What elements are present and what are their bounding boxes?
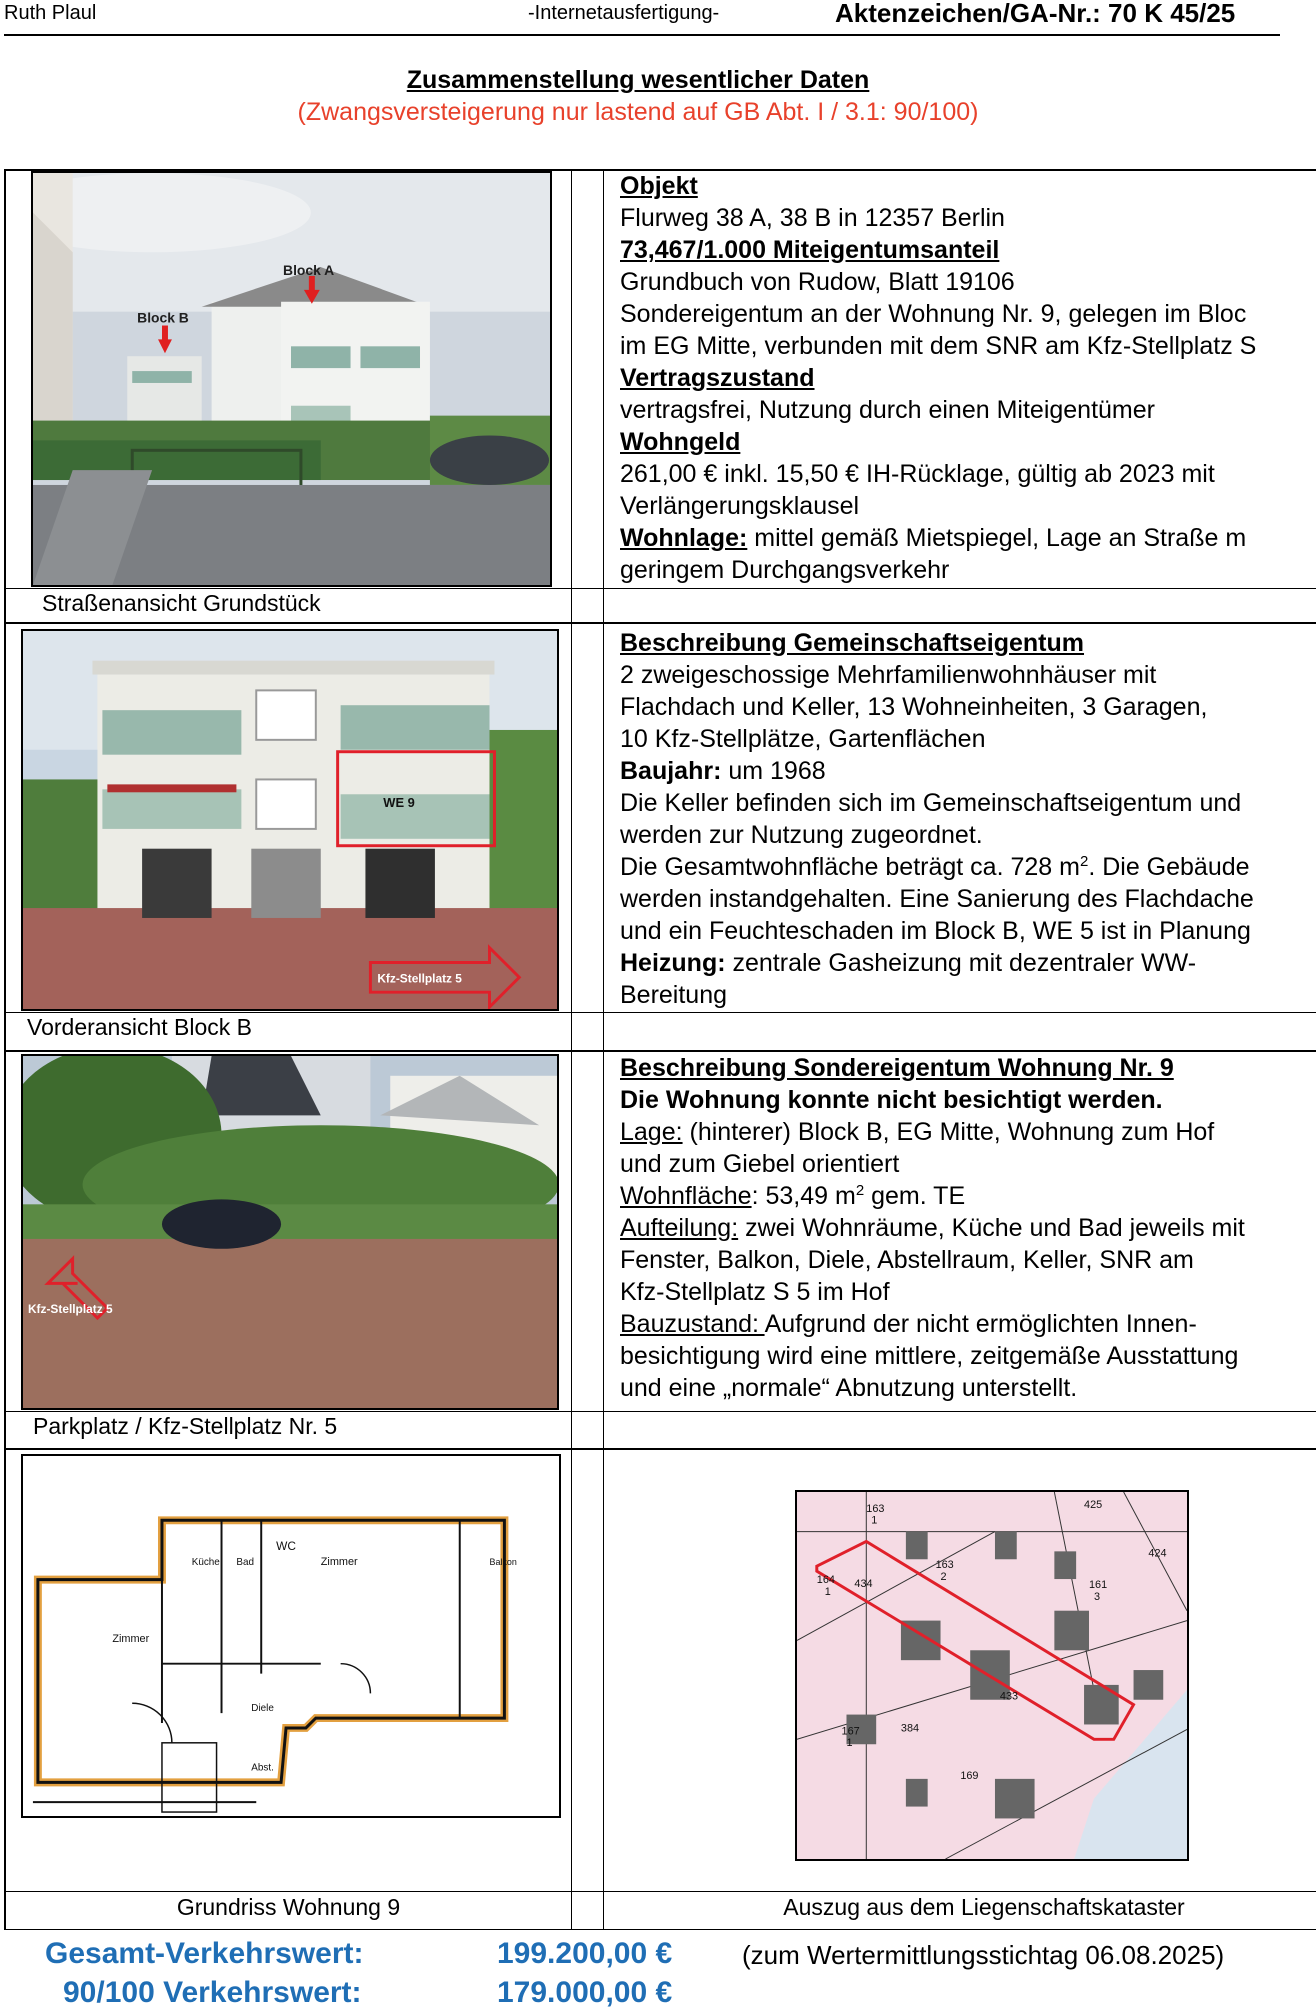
floor-plan-caption: Grundriss Wohnung 9 <box>176 1894 401 1920</box>
total-value-label: Gesamt-Verkehrswert: <box>45 1937 364 1970</box>
plan-kueche-label: Küche <box>191 1556 220 1568</box>
bauzustand-value: Aufgrund der nicht ermöglichten Innen- <box>764 1310 1197 1338</box>
total-value: 199.200,00 € <box>497 1937 673 1970</box>
sondereigentum-block <box>620 1052 1316 1404</box>
author-name: Ruth Plaul <box>4 2 97 24</box>
map-flur-164: 164 <box>816 1574 835 1587</box>
heizung-value: zentrale Gasheizung mit dezentraler WW- <box>725 949 1197 977</box>
sondereigentum-line-1: Sondereigentum an der Wohnung Nr. 9, gelegen im Bloc <box>620 300 1247 328</box>
block-a-label: Block A <box>283 262 335 279</box>
svg-text:3: 3 <box>1093 1590 1101 1603</box>
parking-photo <box>21 1054 559 1410</box>
wohnlage-text: mittel gemäß Mietspiegel, Lage an Straße m <box>747 524 1247 552</box>
plan-wc-label: WC <box>276 1538 296 1553</box>
sonder-line-10: besichtigung wird eine mittlere, zeitgemäße Ausstattung <box>620 1342 1239 1370</box>
street-view-caption: Straßenansicht Grundstück <box>42 590 321 616</box>
heizung-label: Heizung: <box>620 949 726 977</box>
lage-label: Lage: <box>620 1118 683 1146</box>
baujahr-value: um 1968 <box>721 757 826 785</box>
front-view-photo <box>21 629 559 1011</box>
parking-caption: Parkplatz / Kfz-Stellplatz Nr. 5 <box>33 1413 338 1439</box>
gemeinschaft-block <box>620 627 1316 1011</box>
plan-abst-label: Abst. <box>251 1762 274 1774</box>
baujahr-label: Baujahr: <box>620 757 722 785</box>
svg-text:1: 1 <box>871 1514 878 1527</box>
block-b-label: Block B <box>137 309 189 326</box>
share-heading: 73,467/1.000 Miteigentumsanteil <box>620 236 1000 264</box>
wohnlage-label: Wohnlage: <box>620 524 748 552</box>
map-parcel-433: 433 <box>999 1690 1019 1703</box>
map-flur-163-2: 163 <box>935 1559 954 1572</box>
sonder-line-7: Fenster, Balkon, Diele, Abstellraum, Keller, SNR am <box>620 1246 1194 1274</box>
aufteilung-value: zwei Wohnräume, Küche und Bad jeweils mit <box>738 1214 1245 1242</box>
plan-bad-label: Bad <box>236 1556 255 1568</box>
wohnlage-line-1 <box>620 522 1316 554</box>
gemeinschaft-line-3: 10 Kfz-Stellplätze, Gartenflächen <box>620 725 986 753</box>
bauzustand-line <box>620 1308 1316 1340</box>
stellplatz-label: Kfz-Stellplatz 5 <box>377 971 462 986</box>
stellplatz-5-label: Kfz-Stellplatz 5 <box>27 1302 113 1317</box>
bauzustand-label: Bauzustand: <box>620 1310 765 1338</box>
plan-zimmer-2-label: Zimmer <box>112 1632 150 1645</box>
wohnflaeche-label: Wohnfläche <box>620 1182 752 1210</box>
document-type: -Internetausfertigung- <box>528 2 720 24</box>
gemeinschaft-line-8: werden instandgehalten. Eine Sanierung des Flachdache <box>620 885 1254 913</box>
page-subtitle: (Zwangsversteigerung nur lastend auf GB Abt. I / 3.1: 90/100) <box>297 98 979 126</box>
sonder-line-8: Kfz-Stellplatz S 5 im Hof <box>620 1278 890 1306</box>
lage-value: (hinterer) Block B, EG Mitte, Wohnung zum Hof <box>682 1118 1215 1146</box>
aufteilung-label: Aufteilung: <box>620 1214 739 1242</box>
gemeinschaft-line-1: 2 zweigeschossige Mehrfamilienwohnhäuser mit <box>620 661 1157 689</box>
wohngeld-line-2: Verlängerungsklausel <box>620 492 860 520</box>
share-value: 179.000,00 € <box>497 1976 673 2009</box>
gemeinschaft-line-6: werden zur Nutzung zugeordnet. <box>620 821 983 849</box>
map-parcel-424: 424 <box>1148 1547 1167 1560</box>
svg-text:1: 1 <box>846 1737 853 1750</box>
map-parcel-384: 384 <box>900 1722 920 1735</box>
sonder-line-11: und eine „normale“ Abnutzung unterstellt. <box>620 1374 1078 1402</box>
plan-zimmer-1-label: Zimmer <box>320 1555 358 1568</box>
plan-balkon-label: Balkon <box>489 1556 517 1567</box>
plan-diele-label: Diele <box>251 1703 274 1715</box>
cadastral-caption: Auszug aus dem Liegenschaftskataster <box>783 1894 1185 1920</box>
heizung-line <box>620 947 1316 979</box>
wohnlage-line-2: geringem Durchgangsverkehr <box>620 556 950 584</box>
reference-number: Aktenzeichen/GA-Nr.: 70 K 45/25 <box>835 0 1236 28</box>
gemeinschaft-line-11: Bereitung <box>620 981 728 1009</box>
map-parcel-434: 434 <box>854 1577 873 1590</box>
gemeinschaft-line-7: Die Gesamtwohnfläche beträgt ca. 728 $m^2$. Die Gebäude <box>620 853 1250 881</box>
floor-plan <box>21 1454 561 1818</box>
vertrag-heading: Vertragszustand <box>620 364 815 392</box>
cadastral-map <box>795 1490 1189 1861</box>
gemeinschaft-line-9: und ein Feuchteschaden im Block B, WE 5 ist in Planung <box>620 917 1251 945</box>
baujahr-line <box>620 755 1316 787</box>
sonder-line-4: und zum Giebel orientiert <box>620 1150 900 1178</box>
page-header <box>0 0 1316 40</box>
svg-text:1: 1 <box>824 1585 831 1598</box>
gemeinschaft-heading: Beschreibung Gemeinschaftseigentum <box>620 629 1085 657</box>
map-parcel-425: 425 <box>1084 1498 1103 1511</box>
sondereigentum-line-2: im EG Mitte, verbunden mit dem SNR am Kfz-Stellplatz S <box>620 332 1257 360</box>
we9-label: WE 9 <box>383 795 415 811</box>
svg-text:2: 2 <box>940 1571 947 1584</box>
gemeinschaft-line-2: Flachdach und Keller, 13 Wohneinheiten, 3 Garagen, <box>620 693 1208 721</box>
wohngeld-heading: Wohngeld <box>620 428 741 456</box>
map-flur-161-3: 161 <box>1089 1578 1108 1591</box>
header-rule <box>4 34 1280 36</box>
objekt-block <box>620 170 1316 586</box>
map-flur-163-1: 163 <box>866 1502 885 1515</box>
street-view-photo <box>31 171 552 587</box>
grundbuch: Grundbuch von Rudow, Blatt 19106 <box>620 268 1015 296</box>
lage-line <box>620 1116 1316 1148</box>
gemeinschaft-line-5: Die Keller befinden sich im Gemeinschaftseigentum und <box>620 789 1242 817</box>
map-flur-167: 167 <box>841 1725 860 1738</box>
page-title: Zusammenstellung wesentlicher Daten <box>406 66 870 94</box>
address: Flurweg 38 A, 38 B in 12357 Berlin <box>620 204 1005 232</box>
front-view-caption: Vorderansicht Block B <box>27 1014 253 1040</box>
valuation-date-note: (zum Wertermittlungsstichtag 06.08.2025) <box>742 1940 1225 1970</box>
objekt-heading: Objekt <box>620 172 698 200</box>
aufteilung-line <box>620 1212 1316 1244</box>
share-value-label: 90/100 Verkehrswert: <box>63 1976 362 2009</box>
wohngeld-line-1: 261,00 € inkl. 15,50 € IH-Rücklage, gültig ab 2023 mit <box>620 460 1215 488</box>
sondereigentum-subheading: Die Wohnung konnte nicht besichtigt werden. <box>620 1086 1163 1114</box>
wohnflaeche-line: Wohnfläche: 53,49 $m^2$ gem. TE <box>620 1182 966 1210</box>
sondereigentum-heading: Beschreibung Sondereigentum Wohnung Nr. 9 <box>620 1054 1174 1082</box>
map-parcel-169: 169 <box>960 1769 979 1782</box>
vertrag-text: vertragsfrei, Nutzung durch einen Miteigentümer <box>620 396 1155 424</box>
